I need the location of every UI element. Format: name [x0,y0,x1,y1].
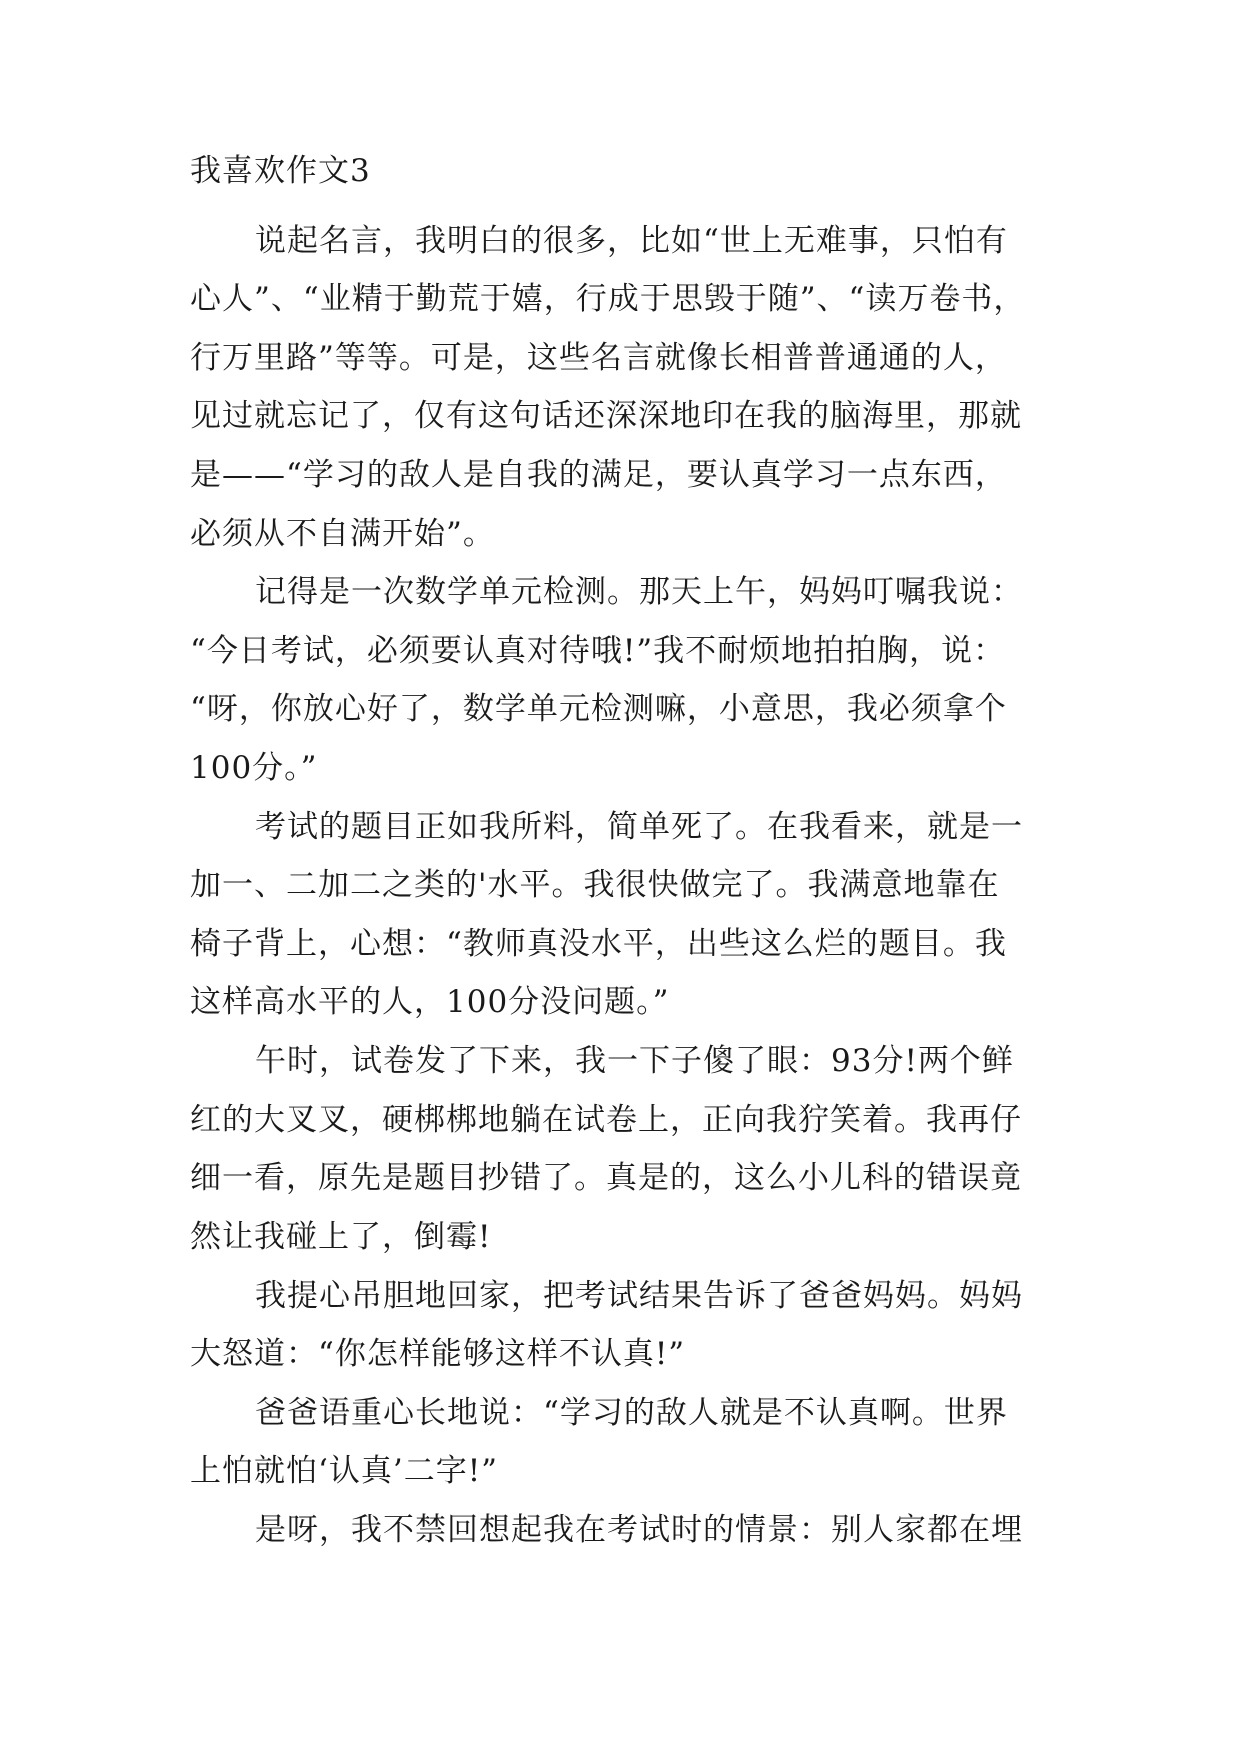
paragraph-line: 爸爸语重心长地说：“学习的敌人就是不认真啊。世界 [255,1395,1008,1431]
paragraph-line: 是——“学习的敌人是自我的满足，要认真学习一点东西， [190,457,1007,493]
paragraph-line: 行万里路”等等。可是，这些名言就像长相普普通通的人， [190,340,1007,376]
paragraph-line: 红的大叉叉，硬梆梆地躺在试卷上，正向我狞笑着。我再仔 [190,1102,1022,1138]
paragraph-line: 加一、二加二之类的'水平。我很快做完了。我满意地靠在 [190,867,1000,903]
paragraph-line: 午时，试卷发了下来，我一下子傻了眼：93分!两个鲜 [255,1043,1014,1079]
paragraph-line: 记得是一次数学单元检测。那天上午，妈妈叮嘱我说： [255,574,1023,610]
paragraph-line: 必须从不自满开始”。 [190,516,495,552]
paragraph-line: 我提心吊胆地回家，把考试结果告诉了爸爸妈妈。妈妈 [255,1278,1023,1314]
paragraph-line: “呀，你放心好了，数学单元检测嘛，小意思，我必须拿个 [190,691,1007,727]
paragraph-line: 考试的题目正如我所料，简单死了。在我看来，就是一 [255,809,1023,845]
paragraph-line: 是呀，我不禁回想起我在考试时的情景：别人家都在埋 [255,1512,1023,1548]
paragraph-line: 大怒道：“你怎样能够这样不认真!” [190,1336,686,1372]
paragraph-line: 说起名言，我明白的很多，比如“世上无难事，只怕有 [255,223,1008,259]
paragraph-line: 心人”、“业精于勤荒于嬉，行成于思毁于随”、“读万卷书， [190,281,1026,317]
paragraph-line: 然让我碰上了，倒霉! [190,1219,492,1255]
paragraph-line: 100分。” [190,750,318,786]
paragraph-line: “今日考试，必须要认真对待哦!”我不耐烦地拍拍胸，说： [190,633,1006,669]
paragraph-line: 见过就忘记了，仅有这句话还深深地印在我的脑海里，那就 [190,398,1022,434]
paragraph-line: 椅子背上，心想：“教师真没水平，出些这么烂的题目。我 [190,926,1007,962]
document-title: 我喜欢作文3 [190,153,371,189]
paragraph-line: 这样高水平的人，100分没问题。” [190,984,670,1020]
paragraph-line: 细一看，原先是题目抄错了。真是的，这么小儿科的错误竟 [190,1160,1022,1196]
paragraph-line: 上怕就怕‘认真’二字!” [190,1453,499,1489]
